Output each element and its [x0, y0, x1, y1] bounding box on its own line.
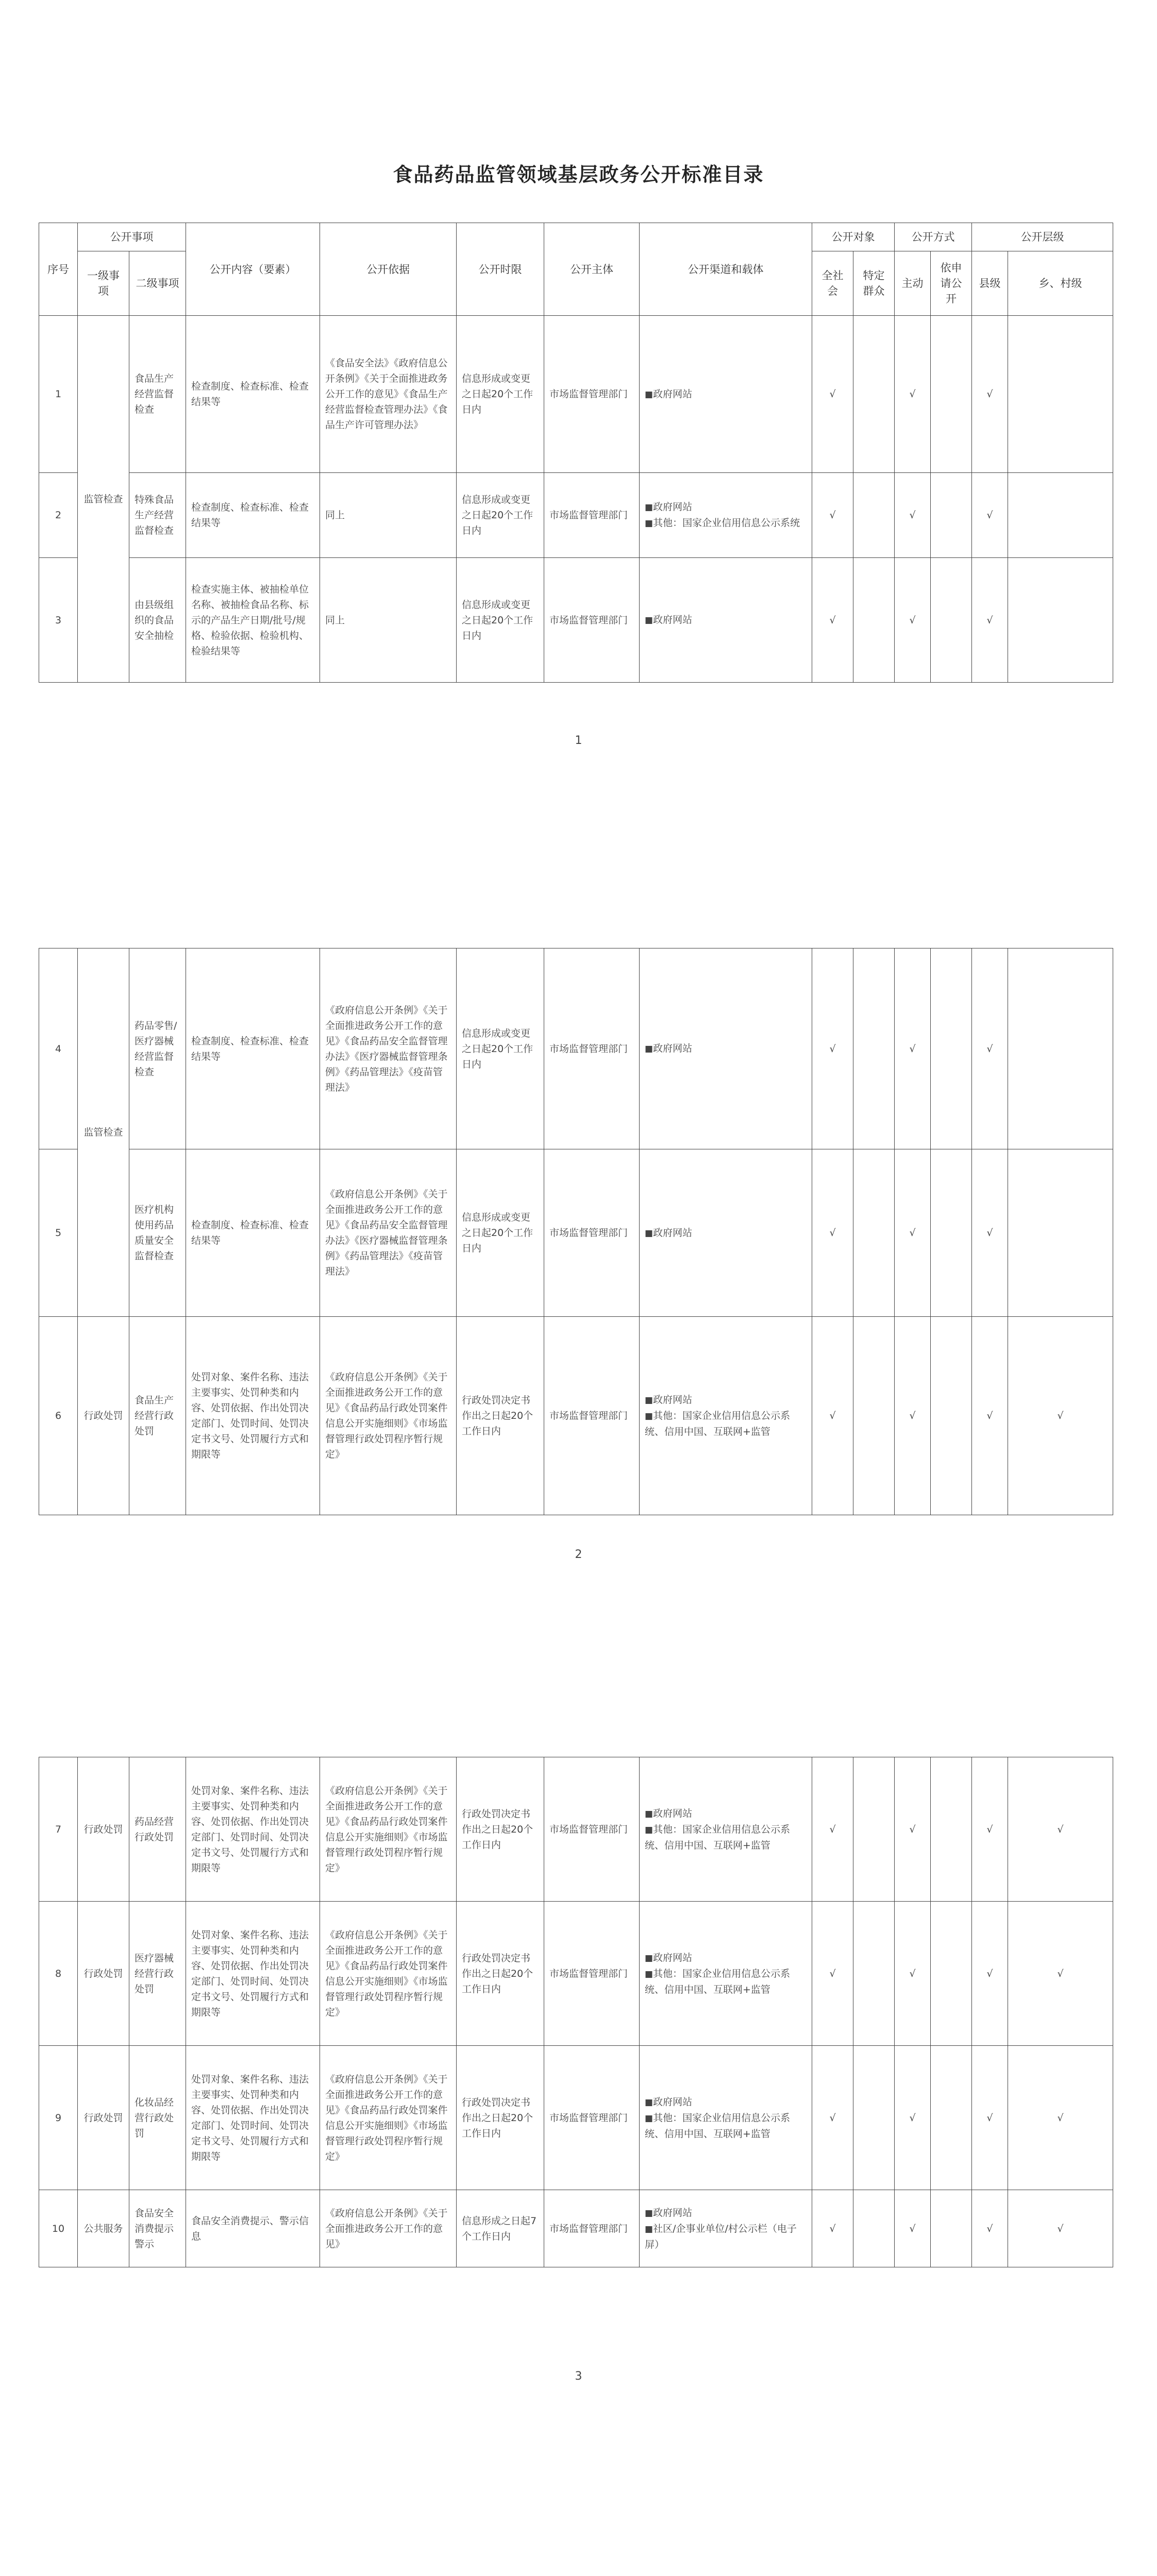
check-icon: √ — [1008, 1757, 1113, 1902]
row-basis: 同上 — [320, 473, 457, 558]
check-icon: √ — [895, 1757, 931, 1902]
check-icon: √ — [812, 948, 853, 1149]
row-level2: 药品经营行政处罚 — [129, 1757, 186, 1902]
row-level1: 行政处罚 — [78, 1757, 129, 1902]
row-basis: 《政府信息公开条例》《关于全面推进政务公开工作的意见》《食品药品安全监督管理办法》《医疗器械监督管理条例》《药品管理法》《疫苗管理法》 — [320, 948, 457, 1149]
header-pub-items: 公开事项 — [78, 223, 186, 251]
row-channel — [640, 1317, 812, 1515]
row-basis: 《政府信息公开条例》《关于全面推进政务公开工作的意见》《食品药品安全监督管理办法》《医疗器械监督管理条例》《药品管理法》《疫苗管理法》 — [320, 1149, 457, 1317]
check-icon: √ — [972, 1317, 1008, 1515]
channel-secondary: 社区/企事业单位/村公示栏（电子屏） — [645, 2223, 797, 2250]
row-subject: 市场监督管理部门 — [544, 473, 640, 558]
check-icon: √ — [812, 2046, 853, 2190]
row-level2: 特殊食品生产经营监督检查 — [129, 473, 186, 558]
channel-primary: 政府网站 — [653, 1807, 693, 1819]
bullet-icon: ■ — [645, 615, 653, 625]
row-basis: 《食品安全法》《政府信息公开条例》《关于全面推进政务公开工作的意见》《食品生产经营监督检查管理办法》《食品生产许可管理办法》 — [320, 316, 457, 473]
row-basis: 《政府信息公开条例》《关于全面推进政务公开工作的意见》 — [320, 2190, 457, 2267]
row-subject: 市场监督管理部门 — [544, 2190, 640, 2267]
empty-cell — [853, 1902, 895, 2046]
row-seq: 2 — [39, 473, 78, 558]
check-icon: √ — [972, 1149, 1008, 1317]
row-timelimit: 信息形成或变更之日起20个工作日内 — [457, 948, 544, 1149]
bullet-icon: ■ — [645, 1969, 653, 1979]
bullet-icon: ■ — [645, 389, 653, 400]
empty-cell — [931, 1902, 972, 2046]
row-channel — [640, 1757, 812, 1902]
empty-cell — [931, 558, 972, 683]
empty-cell — [853, 558, 895, 683]
channel-primary: 政府网站 — [653, 614, 693, 625]
channel-primary: 政府网站 — [653, 1043, 693, 1054]
row-channel — [640, 1149, 812, 1317]
channel-secondary: 其他：国家企业信用信息公示系统 — [653, 517, 800, 529]
row-channel — [640, 2046, 812, 2190]
empty-cell — [853, 1317, 895, 1515]
row-content: 处罚对象、案件名称、违法主要事实、处罚种类和内容、处罚依据、作出处罚决定部门、处罚时间、处罚决定书文号、处罚履行方式和期限等 — [186, 1902, 320, 2046]
empty-cell — [931, 1149, 972, 1317]
empty-cell — [931, 1317, 972, 1515]
row-subject: 市场监督管理部门 — [544, 316, 640, 473]
header-seq: 序号 — [39, 223, 78, 316]
row-timelimit: 信息形成或变更之日起20个工作日内 — [457, 558, 544, 683]
table-row — [39, 558, 1113, 683]
catalog-table-page-1 — [39, 223, 1113, 683]
header-content: 公开内容（要素） — [186, 223, 320, 316]
header-target: 公开对象 — [812, 223, 895, 251]
row-timelimit: 信息形成之日起7个工作日内 — [457, 2190, 544, 2267]
row-level2: 食品生产经营行政处罚 — [129, 1317, 186, 1515]
row-content: 检查制度、检查标准、检查结果等 — [186, 473, 320, 558]
table-row — [39, 2046, 1113, 2190]
empty-cell — [1008, 473, 1113, 558]
row-seq: 6 — [39, 1317, 78, 1515]
row-seq: 4 — [39, 948, 78, 1149]
header-level: 公开层级 — [972, 223, 1113, 251]
channel-primary: 政府网站 — [653, 1227, 693, 1239]
bullet-icon: ■ — [645, 1411, 653, 1421]
check-icon: √ — [895, 1149, 931, 1317]
empty-cell — [931, 1757, 972, 1902]
check-icon: √ — [895, 473, 931, 558]
empty-cell — [1008, 558, 1113, 683]
row-level1: 行政处罚 — [78, 1317, 129, 1515]
row-basis: 《政府信息公开条例》《关于全面推进政务公开工作的意见》《食品药品行政处罚案件信息公开实施细则》《市场监督管理行政处罚程序暂行规定》 — [320, 2046, 457, 2190]
check-icon: √ — [895, 948, 931, 1149]
row-content: 检查制度、检查标准、检查结果等 — [186, 1149, 320, 1317]
channel-primary: 政府网站 — [653, 2096, 693, 2108]
check-icon: √ — [972, 316, 1008, 473]
channel-primary: 政府网站 — [653, 388, 693, 400]
channel-primary: 政府网站 — [653, 1952, 693, 1963]
document-title: 食品药品监管领域基层政务公开标准目录 — [393, 163, 764, 186]
row-content: 处罚对象、案件名称、违法主要事实、处罚种类和内容、处罚依据、作出处罚决定部门、处罚时间、处罚决定书文号、处罚履行方式和期限等 — [186, 1317, 320, 1515]
channel-secondary: 其他：国家企业信用信息公示系统、信用中国、互联网+监管 — [645, 2112, 791, 2140]
row-level2: 药品零售/医疗器械经营监督检查 — [129, 948, 186, 1149]
bullet-icon: ■ — [645, 1953, 653, 1963]
row-seq: 5 — [39, 1149, 78, 1317]
check-icon: √ — [895, 1902, 931, 2046]
catalog-table-page-2 — [39, 948, 1113, 1515]
row-timelimit: 行政处罚决定书作出之日起20个工作日内 — [457, 1757, 544, 1902]
row-level1: 行政处罚 — [78, 2046, 129, 2190]
row-content: 处罚对象、案件名称、违法主要事实、处罚种类和内容、处罚依据、作出处罚决定部门、处罚时间、处罚决定书文号、处罚履行方式和期限等 — [186, 1757, 320, 1902]
bullet-icon: ■ — [645, 1808, 653, 1819]
bullet-icon: ■ — [645, 502, 653, 513]
row-seq: 10 — [39, 2190, 78, 2267]
bullet-icon: ■ — [645, 1044, 653, 1054]
channel-secondary: 其他：国家企业信用信息公示系统、信用中国、互联网+监管 — [645, 1823, 791, 1851]
bullet-icon: ■ — [645, 1395, 653, 1405]
check-icon: √ — [1008, 2190, 1113, 2267]
header-channel: 公开渠道和载体 — [640, 223, 812, 316]
table-row — [39, 1757, 1113, 1902]
row-basis: 《政府信息公开条例》《关于全面推进政务公开工作的意见》《食品药品行政处罚案件信息公开实施细则》《市场监督管理行政处罚程序暂行规定》 — [320, 1317, 457, 1515]
row-content: 检查制度、检查标准、检查结果等 — [186, 316, 320, 473]
check-icon: √ — [812, 1317, 853, 1515]
check-icon: √ — [812, 1149, 853, 1317]
page-number: 2 — [575, 1548, 582, 1561]
header-level-county: 县级 — [972, 251, 1008, 316]
header-level-town: 乡、村级 — [1008, 251, 1113, 316]
empty-cell — [1008, 948, 1113, 1149]
check-icon: √ — [812, 1902, 853, 2046]
check-icon: √ — [972, 948, 1008, 1149]
check-icon: √ — [972, 1757, 1008, 1902]
header-mode-active: 主动 — [895, 251, 931, 316]
row-timelimit: 信息形成或变更之日起20个工作日内 — [457, 316, 544, 473]
bullet-icon: ■ — [645, 2097, 653, 2108]
check-icon: √ — [972, 2190, 1008, 2267]
row-timelimit: 行政处罚决定书作出之日起20个工作日内 — [457, 1317, 544, 1515]
check-icon: √ — [1008, 2046, 1113, 2190]
empty-cell — [931, 2190, 972, 2267]
empty-cell — [931, 948, 972, 1149]
header-level2: 二级事项 — [129, 251, 186, 316]
header-timelimit: 公开时限 — [457, 223, 544, 316]
header-target-all: 全社会 — [812, 251, 853, 316]
check-icon: √ — [895, 2190, 931, 2267]
row-channel — [640, 2190, 812, 2267]
row-timelimit: 行政处罚决定书作出之日起20个工作日内 — [457, 1902, 544, 2046]
row-subject: 市场监督管理部门 — [544, 558, 640, 683]
row-subject: 市场监督管理部门 — [544, 1902, 640, 2046]
channel-secondary: 其他：国家企业信用信息公示系统、信用中国、互联网+监管 — [645, 1410, 791, 1437]
table-row — [39, 1149, 1113, 1317]
row-timelimit: 行政处罚决定书作出之日起20个工作日内 — [457, 2046, 544, 2190]
empty-cell — [853, 473, 895, 558]
bullet-icon: ■ — [645, 518, 653, 529]
page-number: 1 — [575, 734, 582, 747]
row-content: 检查实施主体、被抽检单位名称、被抽检食品名称、标示的产品生产日期/批号/规格、检验依据、检验机构、检验结果等 — [186, 558, 320, 683]
header-basis: 公开依据 — [320, 223, 457, 316]
row-level1: 行政处罚 — [78, 1902, 129, 2046]
channel-secondary: 其他：国家企业信用信息公示系统、信用中国、互联网+监管 — [645, 1968, 791, 1995]
row-subject: 市场监督管理部门 — [544, 2046, 640, 2190]
check-icon: √ — [1008, 1902, 1113, 2046]
bullet-icon: ■ — [645, 1824, 653, 1835]
empty-cell — [1008, 316, 1113, 473]
row-channel — [640, 948, 812, 1149]
header-mode-request: 依申请公开 — [931, 251, 972, 316]
row-seq: 9 — [39, 2046, 78, 2190]
check-icon: √ — [812, 2190, 853, 2267]
row-level1: 监管检查 — [78, 948, 129, 1317]
check-icon: √ — [812, 558, 853, 683]
row-subject: 市场监督管理部门 — [544, 948, 640, 1149]
header-mode: 公开方式 — [895, 223, 972, 251]
empty-cell — [931, 473, 972, 558]
table-row — [39, 1902, 1113, 2046]
channel-primary: 政府网站 — [653, 1394, 693, 1405]
check-icon: √ — [972, 473, 1008, 558]
channel-primary: 政府网站 — [653, 501, 693, 513]
row-channel — [640, 558, 812, 683]
empty-cell — [1008, 1149, 1113, 1317]
row-level1: 公共服务 — [78, 2190, 129, 2267]
row-channel — [640, 473, 812, 558]
row-subject: 市场监督管理部门 — [544, 1757, 640, 1902]
row-timelimit: 信息形成或变更之日起20个工作日内 — [457, 473, 544, 558]
check-icon: √ — [972, 1902, 1008, 2046]
bullet-icon: ■ — [645, 1228, 653, 1239]
row-channel — [640, 316, 812, 473]
row-content: 处罚对象、案件名称、违法主要事实、处罚种类和内容、处罚依据、作出处罚决定部门、处罚时间、处罚决定书文号、处罚履行方式和期限等 — [186, 2046, 320, 2190]
row-basis: 《政府信息公开条例》《关于全面推进政务公开工作的意见》《食品药品行政处罚案件信息公开实施细则》《市场监督管理行政处罚程序暂行规定》 — [320, 1757, 457, 1902]
catalog-table-page-3 — [39, 1757, 1113, 2267]
check-icon: √ — [895, 558, 931, 683]
check-icon: √ — [895, 316, 931, 473]
table-row — [39, 316, 1113, 473]
empty-cell — [931, 2046, 972, 2190]
table-row — [39, 1317, 1113, 1515]
check-icon: √ — [972, 2046, 1008, 2190]
empty-cell — [853, 948, 895, 1149]
row-content: 检查制度、检查标准、检查结果等 — [186, 948, 320, 1149]
check-icon: √ — [972, 558, 1008, 683]
row-channel — [640, 1902, 812, 2046]
page-number: 3 — [575, 2370, 582, 2383]
row-subject: 市场监督管理部门 — [544, 1317, 640, 1515]
empty-cell — [853, 316, 895, 473]
row-level1: 监管检查 — [78, 316, 129, 683]
row-basis: 同上 — [320, 558, 457, 683]
empty-cell — [931, 316, 972, 473]
bullet-icon: ■ — [645, 2208, 653, 2218]
row-timelimit: 信息形成或变更之日起20个工作日内 — [457, 1149, 544, 1317]
check-icon: √ — [895, 1317, 931, 1515]
table-row — [39, 473, 1113, 558]
header-target-special: 特定群众 — [853, 251, 895, 316]
bullet-icon: ■ — [645, 2113, 653, 2124]
header-level1: 一级事项 — [78, 251, 129, 316]
check-icon: √ — [895, 2046, 931, 2190]
bullet-icon: ■ — [645, 2224, 653, 2234]
row-level2: 医疗器械经营行政处罚 — [129, 1902, 186, 2046]
row-subject: 市场监督管理部门 — [544, 1149, 640, 1317]
row-basis: 《政府信息公开条例》《关于全面推进政务公开工作的意见》《食品药品行政处罚案件信息公开实施细则》《市场监督管理行政处罚程序暂行规定》 — [320, 1902, 457, 2046]
check-icon: √ — [812, 316, 853, 473]
row-seq: 8 — [39, 1902, 78, 2046]
row-seq: 1 — [39, 316, 78, 473]
table-row — [39, 2190, 1113, 2267]
empty-cell — [853, 1149, 895, 1317]
empty-cell — [853, 2190, 895, 2267]
row-seq: 3 — [39, 558, 78, 683]
row-level2: 医疗机构使用药品质量安全监督检查 — [129, 1149, 186, 1317]
check-icon: √ — [812, 1757, 853, 1902]
row-level2: 食品生产经营监督检查 — [129, 316, 186, 473]
empty-cell — [853, 1757, 895, 1902]
header-subject: 公开主体 — [544, 223, 640, 316]
row-level2: 由县级组织的食品安全抽检 — [129, 558, 186, 683]
row-content: 食品安全消费提示、警示信息 — [186, 2190, 320, 2267]
check-icon: √ — [1008, 1317, 1113, 1515]
table-row — [39, 948, 1113, 1149]
empty-cell — [853, 2046, 895, 2190]
channel-primary: 政府网站 — [653, 2207, 693, 2218]
row-level2: 食品安全消费提示警示 — [129, 2190, 186, 2267]
row-seq: 7 — [39, 1757, 78, 1902]
check-icon: √ — [812, 473, 853, 558]
row-level2: 化妆品经营行政处罚 — [129, 2046, 186, 2190]
